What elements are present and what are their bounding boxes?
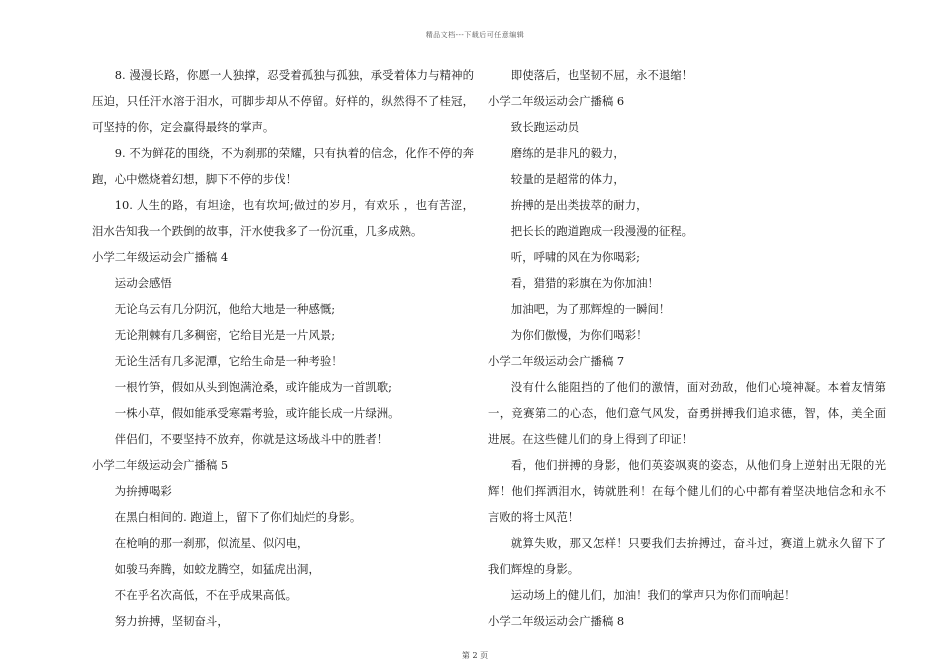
text-line: 如骏马奔腾，如蛟龙腾空，如猛虎出洞，: [114, 562, 320, 576]
text-line: 磨练的是非凡的毅力，: [510, 146, 625, 160]
right-column: [488, 62, 886, 634]
text-line: 伴侣们，不要坚持不放弃，你就是这场战斗中的胜者！: [114, 432, 389, 446]
text-line: 无论生活有几多泥潭，它给生命是一种考验！: [114, 354, 343, 368]
paragraph: 就算失败，那又怎样！只要我们去拚搏过，奋斗过，赛道上就永久留下了我们辉煌的身影。: [488, 536, 886, 576]
section-heading: 小学二年级运动会广播稿 4: [92, 250, 229, 264]
paragraph: 9. 不为鲜花的围绕，不为刹那的荣耀，只有执着的信念，化作不停的奔跑，心中燃烧着幻想，脚下不停的步伐！: [92, 146, 474, 186]
left-column: [92, 62, 474, 634]
text-line: 一株小草，假如能承受寒霜考验，或许能长成一片绿洲。: [114, 406, 400, 420]
text-line: 致长跑运动员: [510, 120, 580, 134]
text-line: 看，猎猎的彩旗在为你加油！: [510, 276, 659, 290]
text-line: 拚搏的是出类拔萃的耐力，: [510, 198, 648, 212]
text-line: 无论乌云有几分阴沉，他给大地是一种感慨;: [114, 302, 336, 316]
text-line: 运动场上的健儿们，加油！我们的掌声只为你们而响起！: [510, 588, 796, 602]
text-line: 不在乎名次高低，不在乎成果高低。: [114, 588, 298, 602]
text-line: 无论荆棘有几多稠密，它给目光是一片风景;: [114, 328, 336, 342]
section-heading: 小学二年级运动会广播稿 5: [92, 458, 229, 472]
text-line: 即使落后，也坚韧不屈，永不退缩！: [510, 68, 694, 82]
text-line: 把长长的跑道跑成一段漫漫的征程。: [510, 224, 694, 238]
paragraph: 看，他们拼搏的身影，他们英姿飒爽的姿态，从他们身上逆射出无限的光辉！他们挥洒泪水，铸就胜利！在每个健儿们的心中都有着坚决地信念和永不言败的将士风范！: [488, 458, 886, 524]
section-heading: 小学二年级运动会广播稿 8: [488, 614, 625, 628]
page-number: 第 2 页: [461, 651, 489, 660]
section-heading: 小学二年级运动会广播稿 6: [488, 94, 625, 108]
text-line: 为你们傲慢，为你们喝彩！: [510, 328, 648, 342]
text-line: 在枪响的那一刹那，似流星、似闪电，: [114, 536, 309, 550]
text-line: 加油吧，为了那辉煌的一瞬间！: [510, 302, 671, 316]
paragraph: 8. 漫漫长路，你愿一人独撑，忍受着孤独与孤独，承受着体力与精神的压迫，只任汗水溶于泪水，可脚步却从不停留。好样的，纵然得不了桂冠，可坚持的你，定会赢得最终的掌声。: [92, 68, 474, 134]
page-header: 精品文档---下载后可任意编辑: [425, 31, 525, 39]
text-line: 努力拚搏，坚韧奋斗，: [114, 614, 229, 628]
text-line: 为拚搏喝彩: [114, 484, 172, 498]
section-heading: 小学二年级运动会广播稿 7: [488, 354, 625, 368]
text-line: 听，呼啸的风在为你喝彩;: [510, 250, 640, 264]
paragraph: 没有什么能阻挡的了他们的激情，面对劲敌，他们心境神凝。本着友情第一，竞赛第二的心态，他们意气风发，奋勇拼搏我们追求德，智，体，美全面进展。在这些健儿们的身上得到了印证！: [488, 380, 886, 446]
paragraph: 10. 人生的路，有坦途，也有坎坷;做过的岁月，有欢乐 ，也有苦涩，泪水告知我一个跌倒的故事，汗水使我多了一份沉重，几多成熟。: [92, 198, 474, 238]
text-line: 运动会感悟: [114, 276, 172, 290]
text-line: 一根竹笋，假如从头到饱满沧桑，或许能成为一首凯歌;: [114, 380, 393, 394]
text-line: 在黑白相间的. 跑道上，留下了你们灿烂的身影。: [114, 510, 362, 524]
text-line: 较量的是超常的体力，: [510, 172, 625, 186]
